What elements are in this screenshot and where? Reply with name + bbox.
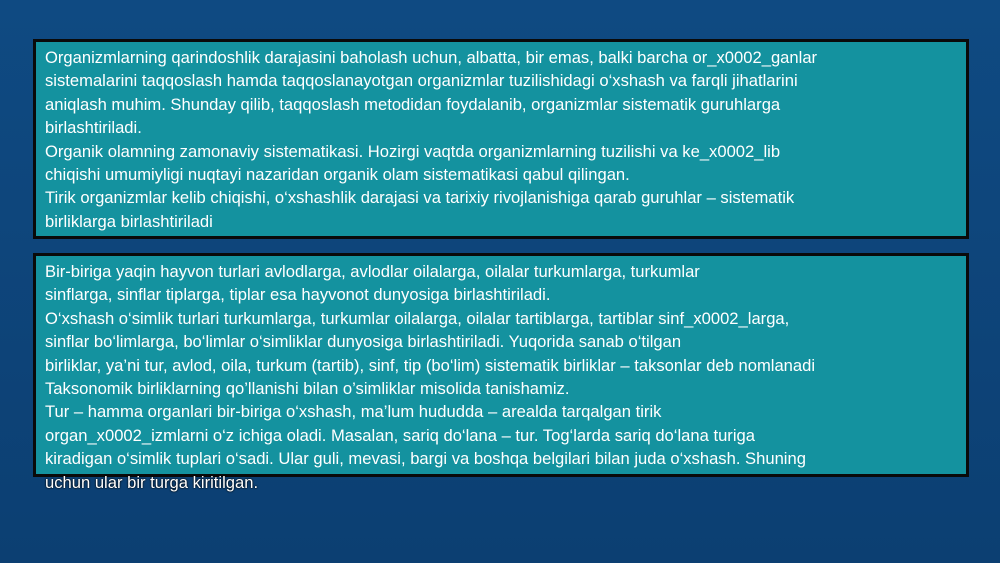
text-line: sinflar bo‘limlarga, bo‘limlar o‘simliklar dunyosiga birlashtiriladi. Yuqorida sanab o‘tilgan — [45, 332, 682, 352]
text-line: Organik olamning zamonaviy sistematikasi. Hozirgi vaqtda organizmlarning tuzilishi va ke_x0002_lib — [45, 141, 781, 161]
text-line: Organizmlarning qarindoshlik darajasini baholash uchun, albatta, bir emas, balki barcha or_x0002_ganlar — [45, 48, 818, 67]
text-line: sinflarga, sinflar tiplarga, tiplar esa hayvonot dunyosiga birlashtiriladi. — [45, 285, 551, 305]
text-line: chiqishi umumiyligi nuqtayi nazaridan organik olam sistematikasi qabul qilingan. — [45, 165, 630, 185]
text-line: Tirik organizmlar kelib chiqishi, o‘xshashlik darajasi va tarixiy rivojlanishiga qarab guruhlar – sistematik — [45, 188, 795, 208]
text-box-classification-intro — [33, 39, 969, 239]
text-line: birlashtiriladi. — [45, 118, 142, 138]
text-box-taxonomic-units — [33, 253, 969, 492]
text-line: sistemalarini taqqoslash hamda taqqoslanayotgan organizmlar tuzilishidagi o‘xshash va farqli jihatlarini — [45, 71, 798, 91]
text-line: birliklarga birlashtiriladi — [45, 211, 213, 231]
overflow-text-line: uchun ular bir turga kiritilgan. — [45, 472, 259, 492]
text-line: kiradigan o‘simlik tuplari o‘sadi. Ular guli, mevasi, bargi va boshqa belgilari bilan juda o‘xshash. Shuning — [45, 449, 806, 469]
text-line: Tur – hamma organlari bir-biriga o‘xshash, ma’lum hududda – arealda tarqalgan tirik — [45, 402, 662, 422]
text-line: O‘xshash o‘simlik turlari turkumlarga, turkumlar oilalarga, oilalar tartiblarga, tartiblar sinf_x0002_larga, — [45, 308, 790, 328]
text-line: Taksonomik birliklarning qo’llanishi bilan o’simliklar misolida tanishamiz. — [45, 379, 570, 399]
text-line: aniqlash muhim. Shunday qilib, taqqoslash metodidan foydalanib, organizmlar sistematik guruhlarga — [45, 94, 781, 114]
text-line: birliklar, ya’ni tur, avlod, oila, turkum (tartib), sinf, tip (bo‘lim) sistematik birliklar – taksonlar deb nomlanadi — [45, 355, 816, 375]
text-line: Bir-biriga yaqin hayvon turlari avlodlarga, avlodlar oilalarga, oilalar turkumlarga, turkumlar — [45, 262, 700, 281]
text-line: organ_x0002_izmlarni o‘z ichiga oladi. Masalan, sariq do‘lana – tur. Tog‘larda sariq do‘lana turiga — [45, 425, 755, 445]
